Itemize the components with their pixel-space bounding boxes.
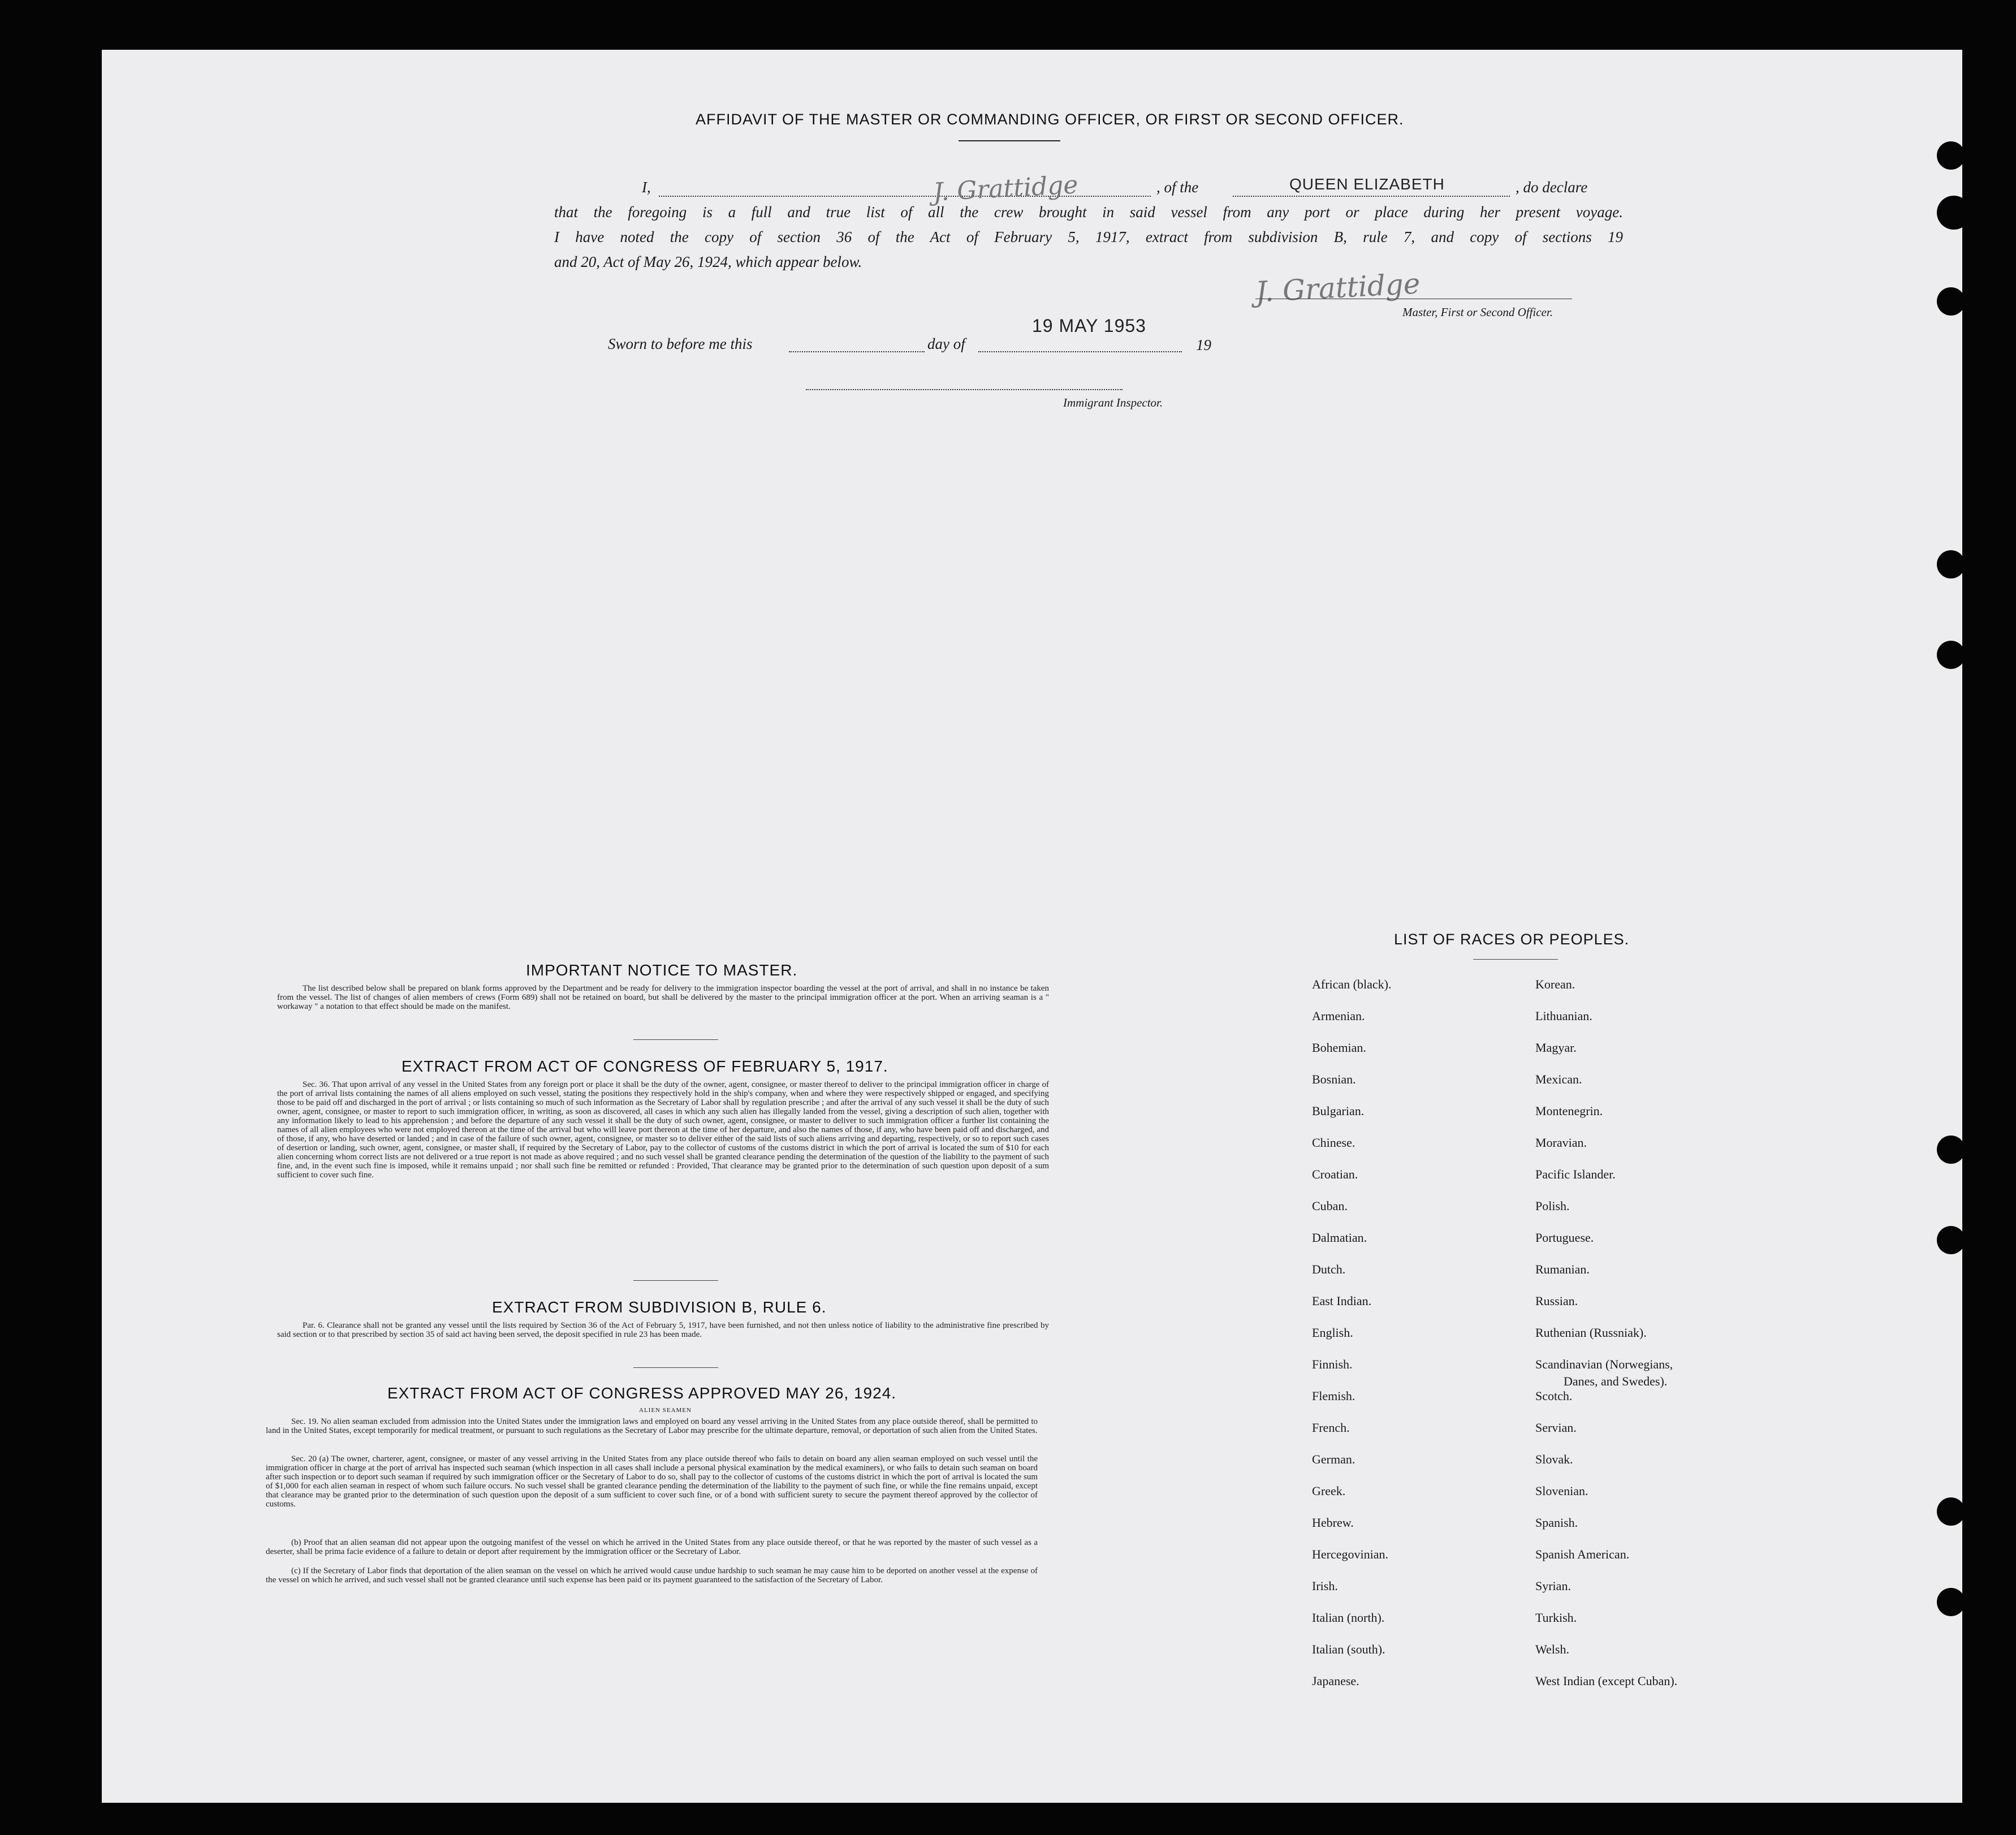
affidavit-title: AFFIDAVIT OF THE MASTER OR COMMANDING OFFICER, OR FIRST OR SECOND OFFICER. — [696, 111, 1404, 128]
extract-1924-sec20c: (c) If the Secretary of Labor finds that deportation of the alien seaman on the vessel on which he arrived would cause undue hardship to such seaman he may cause him to be deported on another vessel at the expense of the vessel on which he arrived, and such vessel shall not be granted clearance until such expense has been paid or its payment guaranteed to the satisfaction of the Secretary of Labor. — [266, 1566, 1038, 1584]
race-item: Polish. — [1535, 1199, 1570, 1213]
race-item: Italian (north). — [1312, 1611, 1385, 1625]
master-caption: Master, First or Second Officer. — [1402, 305, 1553, 319]
race-item: Turkish. — [1535, 1611, 1577, 1625]
race-item: Scandinavian (Norwegians, — [1535, 1357, 1673, 1371]
punch-hole — [1937, 287, 1965, 316]
race-item: Spanish American. — [1535, 1547, 1630, 1561]
races-right-continuation: Danes, and Swedes). — [1564, 1374, 1668, 1388]
race-item: Magyar. — [1535, 1040, 1577, 1055]
race-item: Spanish. — [1535, 1516, 1578, 1530]
race-item: Slovak. — [1535, 1452, 1573, 1466]
race-item: Portuguese. — [1535, 1230, 1594, 1245]
title-underline — [959, 140, 1060, 141]
declarant-signature: J. Grattidge — [932, 170, 1079, 207]
race-item: Chinese. — [1312, 1135, 1355, 1150]
inspector-line — [806, 389, 1123, 390]
race-item: Syrian. — [1535, 1579, 1571, 1593]
sworn-month-line — [978, 351, 1182, 352]
race-item: Hercegovinian. — [1312, 1547, 1388, 1561]
affidavit-line-3: I have noted the copy of section 36 of the Act of February 5, 1917, extract from subdivision B, rule 7, and copy of sections 19 — [554, 228, 1623, 245]
notice-title: IMPORTANT NOTICE TO MASTER. — [526, 961, 798, 979]
race-item: Cuban. — [1312, 1199, 1348, 1213]
affidavit-line-2: that the foregoing is a full and true list of all the crew brought in said vessel from any port or place during her present voyage. — [554, 204, 1623, 221]
declarant-prefix: I, — [642, 179, 651, 196]
punch-hole — [1937, 550, 1965, 578]
race-item: Dalmatian. — [1312, 1230, 1367, 1245]
race-item: Scotch. — [1535, 1389, 1573, 1403]
vessel-name: QUEEN ELIZABETH — [1289, 175, 1445, 193]
punch-hole — [1937, 1226, 1965, 1254]
race-item: English. — [1312, 1325, 1353, 1340]
extract-1917-body: Sec. 36. That upon arrival of any vessel in the United States from any foreign port or place it shall be the duty of the owner, agent, consignee, or master thereof to deliver to the principal immigration officer in charge of the port of arrival lists containing the names of all aliens employed on such vessel, stating the positions they respectively hold in the ship's company, when and where they were respectively shipped or engaged, and specifying those to be paid off and discharged in the port of arrival ; or lists containing so much of such information as the Secretary of Labor shall by regulation prescribe ; and after the arrival of any such vessel it shall be the duty of such owner, agent, consignee, or master to report to such immigration officer, in writing, as soon as discovered, all cases in which any such alien has illegally landed from the vessel, giving a description of such alien, together with any information likely to lead to his apprehension ; and before the departure of any such vessel it shall be the duty of such owner, agent, consignee, or master to deliver to such immigration officer a further list containing the names of all alien employees who were not employed thereon at the time of the arrival but who will leave port thereon at the time of her departure, and also the names of those, if any, who have been paid off and discharged, and of those, if any, who have deserted or landed ; and in case of the failure of such owner, agent, consignee, or master so to deliver either of the said lists of such aliens arriving and departing, respectively, or so to report such cases of desertion or landing, such owner, agent, consignee, or master shall, if required by the Secretary of Labor, pay to the collector of customs of the customs district in which the port of arrival is located the sum of $10 for each alien concerning whom correct lists are not delivered or a true report is not made as above required ; and no such vessel shall be granted clearance pending the determination of the question of the liability to the payment of such fine, and, in the event such fine is imposed, while it remains unpaid ; nor shall such fine be remitted or refunded : Provided, That clearance may be granted prior to the determination of such question upon deposit of a sum sufficient to cover such fine. — [277, 1080, 1049, 1180]
extract-1924-sec19: Sec. 19. No alien seaman excluded from admission into the United States under the immigration laws and employed on board any vessel arriving in the United States from any place outside thereof, shall be permitted to land in the United States, except temporarily for medical treatment, or pursuant to such regulations as the Secretary of Labor may prescribe for the ultimate departure, removal, or deportation of such alien from the United States. — [266, 1417, 1038, 1435]
race-item: East Indian. — [1312, 1294, 1372, 1308]
race-item: Pacific Islander. — [1535, 1167, 1616, 1181]
race-item: Hebrew. — [1312, 1516, 1354, 1530]
race-item: German. — [1312, 1452, 1355, 1466]
punch-hole — [1937, 196, 1971, 230]
do-declare-label: , do declare — [1516, 179, 1588, 196]
race-item: Croatian. — [1312, 1167, 1358, 1181]
race-item: West Indian (except Cuban). — [1535, 1674, 1678, 1688]
race-item: African (black). — [1312, 977, 1392, 991]
notice-body: The list described below shall be prepared on blank forms approved by the Department and be ready for delivery to the immigration inspector boarding the vessel at the port of arrival, and shall in no instance be taken from the vessel. The list of changes of alien members of crews (Form 689) shall not be retained on board, but shall be delivered by the master to the principal immigration officer at the port. When an arriving seaman is a " workaway " a notation to that effect should be made on the manifest. — [277, 984, 1049, 1011]
race-item: Montenegrin. — [1535, 1104, 1603, 1118]
date-stamp: 19 MAY 1953 — [1032, 316, 1146, 336]
rule6-title: EXTRACT FROM SUBDIVISION B, RULE 6. — [492, 1298, 827, 1316]
of-the-label: , of the — [1156, 179, 1199, 196]
race-item: Bulgarian. — [1312, 1104, 1365, 1118]
punch-hole — [1937, 1497, 1965, 1526]
notice-divider — [633, 1039, 718, 1040]
extract-1917-divider — [633, 1280, 718, 1281]
race-item: Dutch. — [1312, 1262, 1346, 1276]
race-item: Japanese. — [1312, 1674, 1359, 1688]
rule6-body: Par. 6. Clearance shall not be granted any vessel until the lists required by Section 36 of the Act of February 5, 1917, have been furnished, and not then unless notice of liability to the administrative fine prescribed by said section or to that prescribed by section 35 of said act having been served, the deposit specified in rule 23 has been made. — [277, 1321, 1049, 1339]
race-item: Bosnian. — [1312, 1072, 1356, 1086]
extract-1924-sec20b: (b) Proof that an alien seaman did not appear upon the outgoing manifest of the vessel on which he arrived in the United States from any place outside thereof, or that he was reported by the master of such vessel as a deserter, shall be prima facie evidence of a failure to detain or deport after requirement by the immigration officer or the Secretary of Labor. — [266, 1538, 1038, 1556]
document-page — [102, 50, 1962, 1803]
race-item: Ruthenian (Russniak). — [1535, 1325, 1647, 1340]
race-item: Welsh. — [1535, 1642, 1569, 1656]
race-item: Greek. — [1312, 1484, 1346, 1498]
extract-1924-subtitle: ALIEN SEAMEN — [639, 1407, 692, 1414]
race-item: Bohemian. — [1312, 1040, 1366, 1055]
affidavit-line-4: and 20, Act of May 26, 1924, which appear below. — [554, 253, 862, 270]
punch-hole — [1937, 1135, 1965, 1164]
master-signature: J. Grattidge — [1254, 267, 1421, 309]
sworn-day-line — [789, 351, 925, 352]
race-item: Korean. — [1535, 977, 1575, 991]
race-item: Russian. — [1535, 1294, 1578, 1308]
vessel-line — [1233, 196, 1510, 197]
race-item: Lithuanian. — [1535, 1009, 1592, 1023]
race-item: Finnish. — [1312, 1357, 1353, 1371]
race-item: Armenian. — [1312, 1009, 1365, 1023]
inspector-caption: Immigrant Inspector. — [1063, 396, 1163, 409]
year-prefix: 19 — [1196, 336, 1211, 353]
race-item: Servian. — [1535, 1420, 1577, 1435]
races-title: LIST OF RACES OR PEOPLES. — [1394, 931, 1630, 948]
punch-hole — [1937, 1588, 1965, 1616]
race-item: Mexican. — [1535, 1072, 1582, 1086]
extract-1917-title: EXTRACT FROM ACT OF CONGRESS OF FEBRUARY 5, 1917. — [402, 1057, 888, 1075]
rule6-divider — [633, 1367, 718, 1368]
sworn-prefix: Sworn to before me this — [608, 335, 753, 352]
extract-1924-title: EXTRACT FROM ACT OF CONGRESS APPROVED MAY 26, 1924. — [387, 1384, 897, 1402]
race-item: Moravian. — [1535, 1135, 1587, 1150]
race-item: Slovenian. — [1535, 1484, 1588, 1498]
punch-hole — [1937, 141, 1965, 170]
punch-hole — [1937, 641, 1965, 669]
race-item: Flemish. — [1312, 1389, 1355, 1403]
extract-1924-sec20a: Sec. 20 (a) The owner, charterer, agent, consignee, or master of any vessel arriving in the United States from any place outside thereof who fails to detain on board any alien seaman employed on such vessel until the immigration officer in charge at the port of arrival has inspected such seaman (which inspection in all cases shall include a personal physical examination by the medical examiners), or who fails to detain such seaman on board after such inspection or to deport such seaman if required by such immigration officer or the Secretary of Labor to do so, shall pay to the collector of customs of the customs district in which the port of arrival is located the sum of $1,000 for each alien seaman in respect of whom such failure occurs. No such vessel shall be granted clearance pending the determination of the liability to the payment of such fine, or while the fine remains unpaid, except that clearance may be granted prior to the determination of such question upon the deposit of a sum sufficient to cover such fine, or of a bond with sufficient surety to secure the payment thereof approved by the collector of customs. — [266, 1454, 1038, 1509]
races-underline — [1473, 959, 1558, 960]
race-item: Rumanian. — [1535, 1262, 1590, 1276]
race-item: French. — [1312, 1420, 1350, 1435]
race-item: Italian (south). — [1312, 1642, 1385, 1656]
day-of-label: day of — [927, 335, 965, 352]
race-item: Irish. — [1312, 1579, 1338, 1593]
